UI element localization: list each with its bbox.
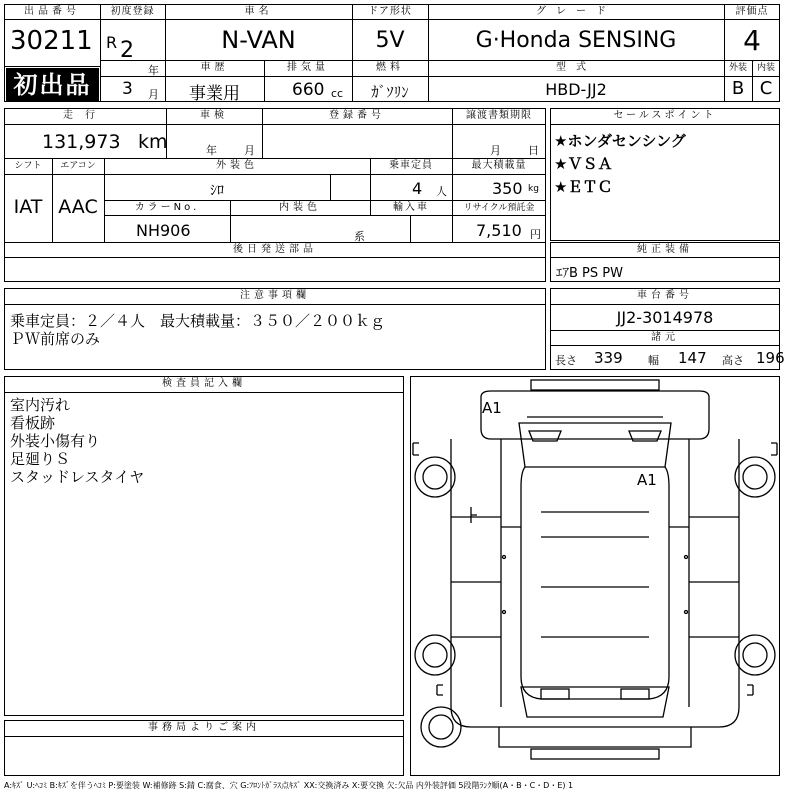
inspector-line-4: 足廻りＳ	[10, 450, 71, 468]
height-label: 高さ	[722, 354, 744, 367]
inspection-label: 車検	[200, 110, 228, 121]
displacement-label: 排気量	[287, 62, 329, 73]
air-conditioner: AAC	[58, 196, 98, 218]
later-parts-label: 後日発送部品	[233, 244, 317, 255]
interior-color-label: 内装色	[279, 202, 321, 213]
note-line-2: ＰＷ前席のみ	[10, 330, 101, 348]
specs-label: 諸元	[651, 332, 679, 343]
history: 事業用	[189, 84, 240, 104]
inspector-line-3: 外装小傷有り	[10, 432, 101, 450]
inspector-label: 検査員記入欄	[162, 378, 246, 389]
fuel-label: 燃料	[376, 62, 404, 73]
door-type-label: ドア形状	[368, 6, 412, 17]
chassis-number-label: 車台番号	[637, 290, 693, 301]
exterior-grade: B	[731, 78, 745, 99]
model-label: 型式	[556, 62, 596, 73]
capacity: 4	[412, 179, 423, 198]
registration-number-label: 登録番号	[329, 110, 385, 121]
displacement-unit: cc	[331, 87, 344, 100]
chassis-number: JJ2-3014978	[616, 308, 714, 327]
sales-points-label: セールスポイント	[613, 110, 717, 121]
inspector-line-5: スタッドレスタイヤ	[10, 468, 145, 486]
lot-number-label: 出品番号	[24, 6, 80, 17]
transfer-month-unit: 月	[490, 144, 501, 157]
exterior-grade-label: 外装	[728, 63, 747, 73]
damage-mark-front: A1	[482, 399, 502, 417]
era-year: 2	[120, 38, 134, 63]
transfer-deadline-label: 譲渡書類期限	[466, 110, 532, 121]
max-load-label: 最大積載量	[471, 160, 527, 171]
capacity-unit: 人	[436, 185, 447, 198]
mileage-label: 走行	[63, 110, 107, 121]
reg-month: 3	[122, 79, 133, 99]
car-diagram-drawing	[411, 377, 779, 775]
first-registration-label: 初度登録	[110, 6, 155, 17]
height: 196	[756, 349, 785, 367]
recycle-deposit: 7,510	[476, 221, 522, 240]
interior-color-unit: 系	[354, 230, 365, 243]
sales-point-1: ★ホンダセンシング	[554, 132, 686, 150]
color-number-label: カラーNo.	[134, 202, 200, 213]
transfer-day-unit: 日	[528, 144, 539, 157]
mileage-unit: km	[138, 131, 168, 153]
first-listing-badge: 初出品	[6, 68, 99, 101]
max-load: 350	[492, 179, 523, 198]
fuel: ｶﾞｿﾘﾝ	[371, 83, 409, 101]
equipment-value: ｴｱB PS PW	[556, 266, 623, 281]
office-label: 事務局よりご案内	[148, 722, 260, 733]
note-line-1: 乗車定員：２／４人 最大積載量：３５０／２００ｋｇ	[10, 312, 386, 330]
sales-point-3: ★ＥＴＣ	[554, 178, 613, 196]
car-name: N-VAN	[221, 26, 296, 54]
import-label: 輸入車	[393, 202, 429, 213]
inspection-month-unit: 月	[244, 144, 255, 157]
model: HBD-JJ2	[545, 80, 607, 99]
year-unit: 年	[148, 64, 159, 77]
recycle-unit: 円	[530, 228, 541, 241]
mileage: 131,973	[42, 131, 121, 153]
inspection-year-unit: 年	[206, 144, 217, 157]
sales-points-block	[550, 108, 780, 241]
length-label: 長さ	[555, 354, 577, 367]
car-name-label: 車名	[244, 6, 273, 17]
exterior-color: ｼﾛ	[210, 183, 224, 199]
score: 4	[743, 24, 761, 57]
capacity-label: 乗車定員	[389, 160, 433, 171]
inspector-block	[4, 376, 404, 716]
history-label: 車歴	[200, 62, 229, 73]
score-label: 評価点	[735, 6, 769, 17]
inspector-line-2: 看板跡	[10, 414, 56, 432]
grade: G·Honda SENSING	[475, 28, 677, 53]
equipment-label: 純正装備	[637, 244, 693, 255]
width-label: 幅	[648, 354, 659, 367]
door-type: 5V	[375, 28, 405, 53]
length: 339	[594, 349, 623, 367]
legend-footer: A:ｷｽﾞ U:ﾍｺﾐ B:ｷｽﾞを伴うﾍｺﾐ P:要塗装 W:補修跡 S:錆 C:腐食、穴 G:ﾌﾛﾝﾄｶﾞﾗｽ点ｷｽﾞ XX:交換済み X:要交換 欠:欠品 内外装評価 5段階ﾗﾝｸ順(A・B・C・D・E) 1	[4, 781, 574, 790]
interior-grade-label: 内装	[756, 63, 775, 73]
shift: IAT	[13, 196, 43, 218]
notes-label: 注意事項欄	[240, 290, 310, 301]
grade-label: グレード	[536, 6, 616, 17]
damage-mark-roof: A1	[637, 471, 657, 489]
car-diagram	[410, 376, 780, 776]
shift-label: シフト	[14, 161, 42, 171]
lot-number: 30211	[10, 26, 93, 56]
displacement: 660	[292, 80, 325, 100]
sales-point-2: ★ＶＳＡ	[554, 155, 613, 173]
recycle-deposit-label: リサイクル預託金	[463, 203, 535, 213]
exterior-color-label: 外装色	[216, 160, 258, 171]
color-number: NH906	[136, 221, 191, 240]
interior-grade: C	[759, 78, 773, 99]
width: 147	[678, 349, 707, 367]
inspector-line-1: 室内汚れ	[10, 396, 71, 414]
max-load-unit: kg	[528, 184, 539, 194]
era: R	[106, 33, 118, 52]
air-conditioner-label: エアコン	[60, 161, 96, 171]
month-unit: 月	[148, 88, 159, 101]
